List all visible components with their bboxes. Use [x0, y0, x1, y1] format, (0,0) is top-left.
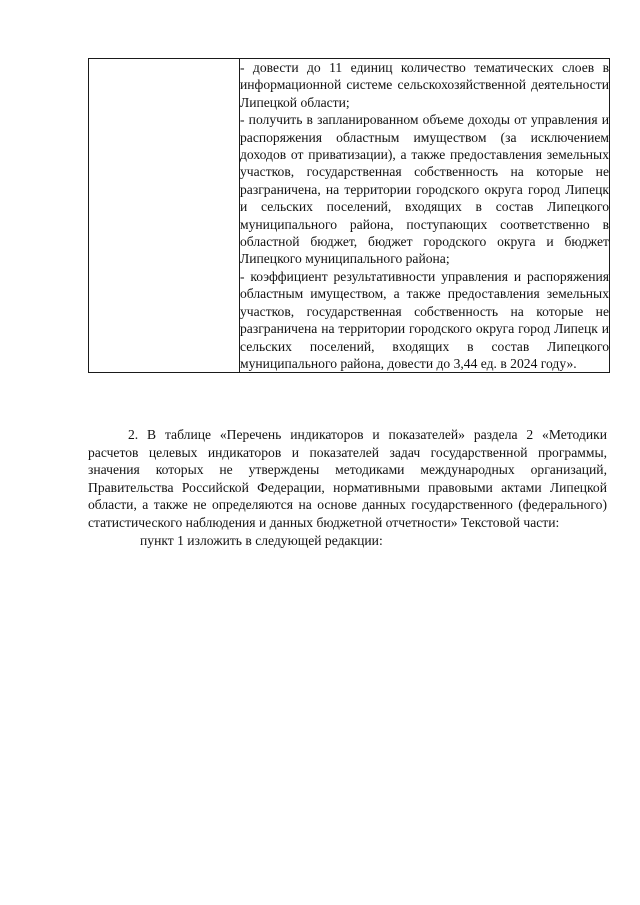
body-text: [88, 426, 607, 549]
table-left-cell: [89, 59, 240, 373]
table-right-cell: [240, 59, 610, 373]
indicator-table: [88, 58, 610, 373]
table-bullet-coefficient: - коэффициент результативности управления и распоряжения областным имуществом, а также предоставления земельных участков, государственная собственность на которые не разграничена на территории городского округа город Липецк и сельских поселений, входящих в состав Липецкого муниципального района, довести до 3,44 ед. в 2024 году».: [240, 268, 609, 371]
paragraph-2: 2. В таблице «Перечень индикаторов и показателей» раздела 2 «Методики расчетов целевых индикаторов и показателей задач государственной программы, значения которых не утверждены методиками международных организаций, Правительства Российской Федерации, нормативными правовыми актами Липецкой области, а также не определяются на основе данных государственного (федерального) статистического наблюдения и данных бюджетной отчетности» Текстовой части:: [88, 427, 607, 530]
table-row: [89, 59, 610, 373]
table-bullet-income: - получить в запланированном объеме доходы от управления и распоряжения областным имуществом (за исключением доходов от приватизации), а также предоставления земельных участков, государственная собственность на которые не разграничена, на территории городского округа город Липецк и сельских поселений, входящих в состав Липецкого муниципального района, поступающих соответственно в областной бюджет, бюджет городского округа и бюджет Липецкого муниципального района;: [240, 112, 609, 267]
table-bullet-layers: - довести до 11 единиц количество тематических слоев в информационной системе сельскохозяйственной деятельности Липецкой области;: [240, 60, 609, 110]
paragraph-item-1: пункт 1 изложить в следующей редакции:: [140, 532, 383, 548]
